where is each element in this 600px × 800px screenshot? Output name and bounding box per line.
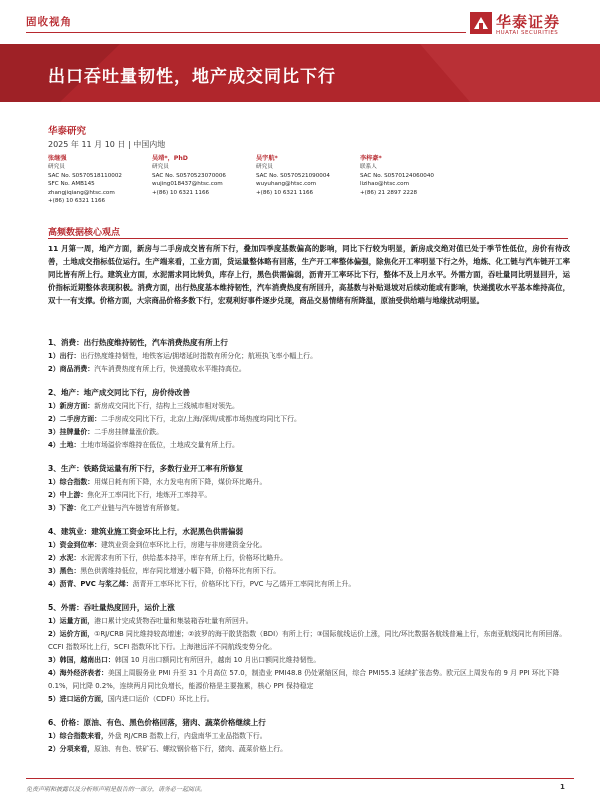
analyst-email[interactable]: wujing018437@htsc.com	[152, 181, 223, 188]
item-text: 外盘 RJ/CRB 指数上行，内盘南华工业品指数下行。	[107, 732, 267, 740]
item-text: 焦化开工率同比下行，地炼开工率持平。	[87, 491, 212, 499]
item-key: 2）水泥：	[48, 554, 81, 562]
item-key: 4）土地：	[48, 441, 81, 449]
section-item	[48, 439, 570, 452]
analyst-role: 研究员	[152, 164, 169, 171]
section-external-demand	[48, 601, 570, 706]
header-divider	[26, 32, 466, 33]
analyst-email[interactable]: wuyuhang@htsc.com	[256, 181, 317, 188]
item-key: 2）中上游：	[48, 491, 88, 499]
core-views-heading: 高频数据核心观点	[48, 228, 121, 238]
analyst-role: 研究员	[48, 164, 65, 171]
item-key: 4）海外经济表者：	[48, 669, 108, 677]
analyst-phone: +(86) 10 6321 1166	[152, 189, 210, 196]
section-construction	[48, 525, 570, 591]
item-key: 1）运量方面，	[48, 617, 95, 625]
summary-paragraph: 11 月第一周，地产方面，新房与二手房成交皆有所下行，叠加四季度基数偏高的影响，同比下行较为明显，新房成交绝对值已处于季节性低位，房价有待改善，土地成交指标低位运行。生产端来看，工业方面，货运量整体略有回落，生产开工率整体偏强，除焦化开工率明显下行之外，地炼、化工链与汽车链开工率同比皆有所上行。建筑业方面，水泥需求同比转负，库存上行，黑色供需偏弱，沥青开工率环比下行，整体不及上月水平。外需方面，吞吐量同比明显回升，运价指标近期整体表现积极。消费方面，出行热度基本维持韧性，汽车消费热度有所回升，高基数与补贴退坡对后续动能或有影响，快递揽收水平基本维持高位，双十一有支撑。价格方面，大宗商品价格多数下行，宏观利好事件逐步兑现，商品交易情绪有所降温，原油受供给端与地缘扰动明显。	[48, 244, 570, 305]
analyst-email[interactable]: lizihao@htsc.com	[360, 181, 410, 188]
section-heading: 1、消费：出行热度维持韧性，汽车消费热度有所上行	[48, 338, 228, 347]
research-label: 华泰研究	[48, 126, 87, 137]
item-key: 3）下游：	[48, 504, 81, 512]
item-key: 4）沥青、PVC 与浆乙烯：	[48, 580, 133, 588]
analyst-name: 吴靖*，PhD	[152, 155, 188, 162]
report-dateline: 2025 年 11 月 10 日 | 中国内地	[48, 140, 166, 149]
section-heading: 4、建筑业：建筑业施工资金环比上行，水泥黑色供需偏弱	[48, 527, 244, 536]
analyst-phone: +(86) 10 6321 1166	[48, 198, 106, 205]
item-text: 国内进口运价（CDFI）环比上行。	[107, 695, 214, 703]
section-consumption	[48, 336, 570, 376]
item-text: 港口累计完成货物吞吐量和集装箱吞吐量有所回升。	[94, 617, 253, 625]
section-item	[48, 667, 570, 693]
section-item	[48, 552, 570, 565]
item-key: 2）商品消费：	[48, 365, 95, 373]
section-item	[48, 363, 570, 376]
analyst-name: 吴宇航*	[256, 155, 278, 162]
section-item	[48, 539, 570, 552]
report-header	[0, 0, 600, 44]
section-real-estate	[48, 386, 570, 452]
huatai-logo-icon	[470, 12, 492, 34]
item-key: 3）韩国，越南出口：	[48, 656, 115, 664]
analyst-role: 研究员	[256, 164, 273, 171]
section-heading: 5、外需：吞吐量热度回升，运价上涨	[48, 603, 175, 612]
logo-english-text: HUATAI SECURITIES	[496, 30, 559, 36]
analyst-phone: +(86) 10 6321 1166	[256, 189, 314, 196]
core-views-divider	[48, 238, 568, 239]
section-item	[48, 502, 570, 515]
analyst-list	[48, 155, 568, 213]
title-banner	[0, 44, 600, 102]
analyst-card	[360, 155, 434, 197]
analyst-sac: SAC No. S0570523070006	[152, 172, 226, 179]
item-text: 水泥需求有所下行，供给基本持平，库存有所上行，价格环比略升。	[80, 554, 288, 562]
analyst-email[interactable]: zhangjiqiang@htsc.com	[48, 189, 115, 196]
report-category-tag: 固收视角	[26, 16, 72, 28]
item-text: 建筑业资金到位率环比上行，房建与非房建资金分化。	[101, 541, 267, 549]
section-item	[48, 489, 570, 502]
item-text: 用煤日耗有所下降，水力发电有所下降，煤价环比略升。	[94, 478, 267, 486]
section-item	[48, 615, 570, 628]
section-heading: 6、价格：原油、有色、黑色价格回落，猪肉、蔬菜价格继续上行	[48, 718, 266, 727]
section-item	[48, 628, 570, 654]
section-prices	[48, 716, 570, 756]
item-key: 2）运价方面，	[48, 630, 95, 638]
item-key: 2）分项来看，	[48, 745, 95, 753]
item-text: 美国上周服务业 PMI 升至 31 个月高位 57.0，制造业 PMI48.8 仍处紧缩区间，综合 PMI55.3 延续扩张态势。欧元区上周发布的 9 月 PPI 环比下降 0.1%，同比降 0.2%，连续两月同比负增长，能源价格是主要拖累，核心 PPI 保持稳定	[48, 669, 560, 690]
item-text: 汽车消费热度有所上行，快递揽收水平维持高位。	[94, 365, 246, 373]
item-key: 2）二手房方面：	[48, 415, 102, 423]
section-item	[48, 476, 570, 489]
section-item	[48, 350, 570, 363]
section-item	[48, 693, 570, 706]
analyst-sac: SAC No. S0570124060040	[360, 172, 434, 179]
item-key: 1）出行：	[48, 352, 81, 360]
analyst-role: 联系人	[360, 164, 377, 171]
item-text: 出行热度维持韧性，地铁客运/拥堵延时指数有所分化；航班执飞率小幅上行。	[80, 352, 317, 360]
item-text: ①RJ/CRB 同比维持较高增速；②波罗的海干散货指数（BDI）有所上行；③国际航线运价上涨，同比/环比数据各航线普遍上行，东南亚航线同比有所回落。CCFI 指数环比上行，SCFI 指数环比下行。上海港远洋不同航线变势分化。	[48, 630, 567, 651]
item-key: 1）综合指数：	[48, 478, 95, 486]
section-item	[48, 565, 570, 578]
item-key: 1）资金到位率：	[48, 541, 102, 549]
footer-divider	[26, 778, 574, 779]
item-key: 5）进口运价方面，	[48, 695, 108, 703]
item-text: 土地市场溢价率维持在低位，土地成交量有所上行。	[80, 441, 239, 449]
footer-disclaimer: 免责声明和披露以及分析师声明是报告的一部分，请务必一起阅读。	[26, 786, 207, 793]
section-heading: 3、生产：铁路货运量有所下行，多数行业开工率有所修复	[48, 464, 244, 473]
section-item	[48, 400, 570, 413]
section-production	[48, 462, 570, 515]
section-item	[48, 730, 570, 743]
section-item	[48, 413, 570, 426]
section-list	[48, 336, 570, 766]
analyst-phone: +(86) 21 2897 2228	[360, 189, 418, 196]
item-key: 1）新房方面：	[48, 402, 95, 410]
analyst-sac: SAC No. S0570518110002	[48, 172, 122, 179]
section-item	[48, 654, 570, 667]
item-key: 3）挂牌量价：	[48, 428, 95, 436]
item-key: 3）黑色：	[48, 567, 81, 575]
item-text: 韩国 10 月出口额同比有所回升，越南 10 月出口额同比维持韧性。	[114, 656, 321, 664]
section-item	[48, 578, 570, 591]
analyst-card	[152, 155, 226, 197]
analyst-name: 张继强	[48, 155, 67, 162]
item-text: 黑色供需维持低位，库存同比增速小幅下降，价格环比有所下行。	[80, 567, 281, 575]
analyst-name: 李梓豪*	[360, 155, 382, 162]
item-text: 原油、有色、铁矿石、螺纹钢价格下行，猪肉、蔬菜价格上行。	[94, 745, 288, 753]
page-number: 1	[560, 783, 565, 791]
logo-chinese-text: 华泰证券	[496, 13, 561, 31]
section-item	[48, 426, 570, 439]
section-item	[48, 743, 570, 756]
item-text: 新房成交同比下行，结构上三线城市相对领先。	[94, 402, 239, 410]
item-key: 1）综合指数来看，	[48, 732, 108, 740]
analyst-sfc: SFC No. AMB145	[48, 181, 95, 188]
analyst-card	[256, 155, 330, 197]
analyst-sac: SAC No. S0570521090004	[256, 172, 330, 179]
item-text: 化工产业链与汽车链皆有所修复。	[80, 504, 184, 512]
report-title: 出口吞吐量韧性，地产成交同比下行	[48, 67, 336, 87]
item-text: 二手房成交同比下行，北京/上海/深圳/成都市场热度均同比下行。	[101, 415, 301, 423]
section-heading: 2、地产：地产成交同比下行，房价待改善	[48, 388, 190, 397]
item-text: 沥青开工率环比下行，价格环比下行，PVC 与乙烯开工率同比有所上升。	[132, 580, 356, 588]
huatai-logo	[470, 10, 580, 40]
item-text: 二手房挂牌量涨价跌。	[94, 428, 164, 436]
analyst-card	[48, 155, 122, 205]
